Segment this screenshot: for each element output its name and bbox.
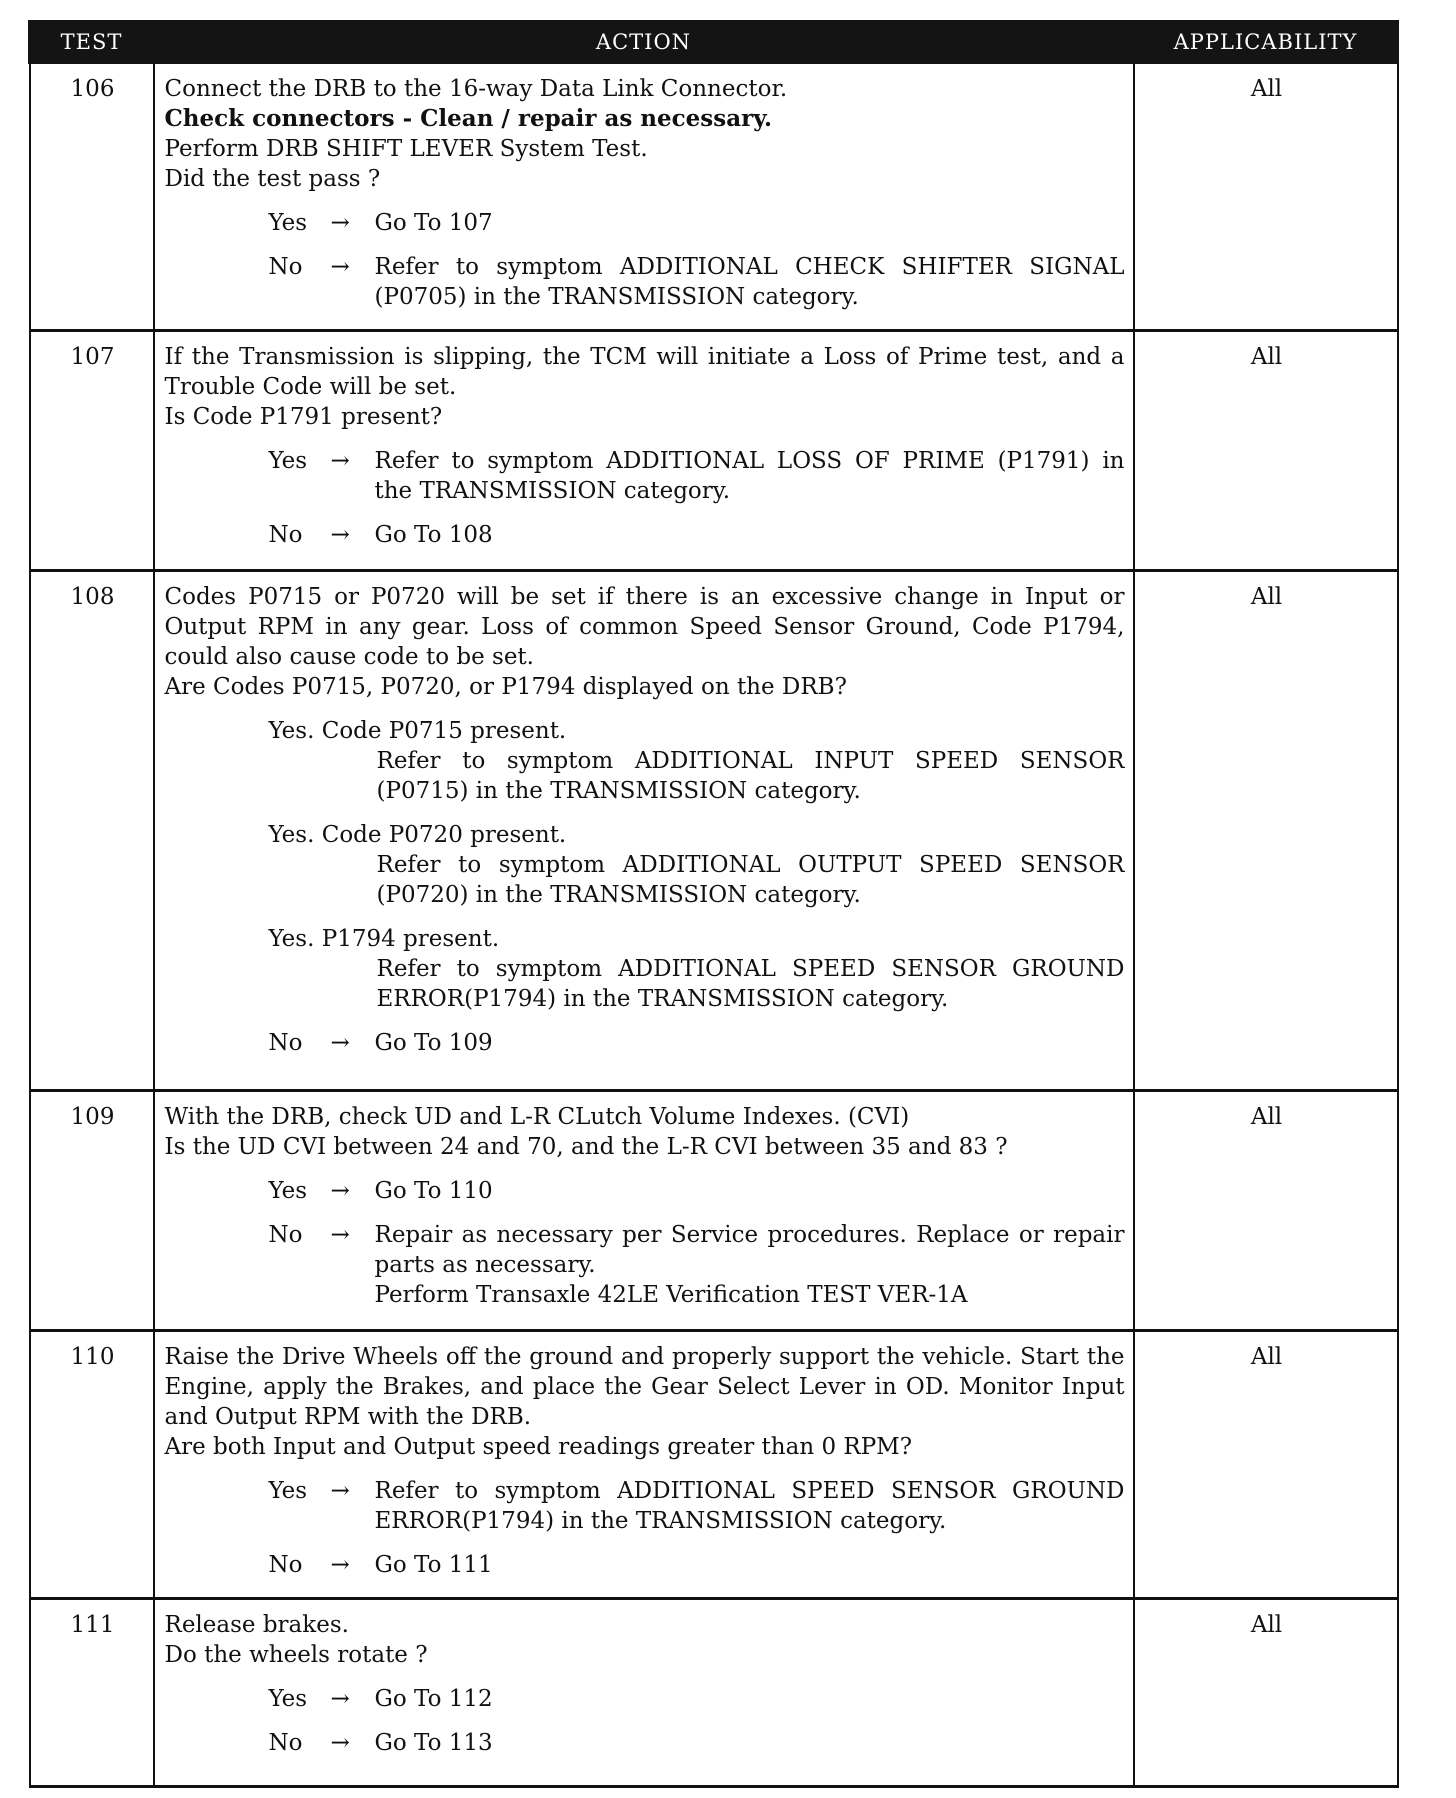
- action-line: Codes P0715 or P0720 will be set if there is an excessive change in Input or Output RPM in any gear. Loss of common Speed Sensor Ground, Code P1794, could also cause code to be set.: [164, 584, 1125, 670]
- answer-text: Go To 107: [374, 210, 493, 236]
- answer-text: Go To 108: [374, 522, 493, 548]
- answer-key: No: [268, 1222, 303, 1248]
- action-cell: [154, 1091, 1134, 1331]
- code-label: Yes. P1794 present.: [268, 926, 500, 952]
- answer-text: Refer to symptom ADDITIONAL SPEED SENSOR GROUND ERROR(P1794) in the TRANSMISSION category.: [374, 1478, 1125, 1534]
- action-cell: [154, 331, 1134, 571]
- action-cell: [154, 1331, 1134, 1599]
- action-line: Connect the DRB to the 16-way Data Link Connector.: [164, 76, 788, 102]
- answer-text: Repair as necessary per Service procedures. Replace or repair parts as necessary.: [374, 1222, 1125, 1278]
- answer-key: Yes: [268, 1478, 308, 1504]
- code-reference: Refer to symptom ADDITIONAL SPEED SENSOR GROUND ERROR(P1794) in the TRANSMISSION category.: [376, 956, 1125, 1012]
- header-action: ACTION: [154, 22, 1134, 63]
- code-label: Yes. Code P0715 present.: [268, 718, 567, 744]
- answer-yes: [269, 208, 1125, 238]
- answer-no: [269, 1550, 1125, 1580]
- answer-key: No: [268, 1552, 303, 1578]
- table-row: [30, 1599, 1398, 1787]
- action-line: If the Transmission is slipping, the TCM will initiate a Loss of Prime test, and a Trouble Code will be set.: [164, 344, 1125, 400]
- test-number: 109: [30, 1091, 154, 1331]
- arrow-icon: →: [330, 1686, 350, 1712]
- diagnostic-page: [28, 20, 1396, 1788]
- code-reference: Refer to symptom ADDITIONAL INPUT SPEED SENSOR (P0715) in the TRANSMISSION category.: [376, 748, 1125, 804]
- answer-yes: [269, 1476, 1125, 1536]
- arrow-icon: →: [330, 522, 350, 548]
- action-line: Perform DRB SHIFT LEVER System Test.: [164, 136, 648, 162]
- answer-yes: [269, 1176, 1125, 1206]
- arrow-icon: →: [330, 1552, 350, 1578]
- applicability-cell: All: [1134, 1331, 1398, 1599]
- test-number: 110: [30, 1331, 154, 1599]
- answer-key: No: [268, 1730, 303, 1756]
- answer-key: Yes: [268, 210, 308, 236]
- action-line: Release brakes.: [164, 1612, 349, 1638]
- action-line: With the DRB, check UD and L-R CLutch Volume Indexes. (CVI): [164, 1104, 910, 1130]
- table-row: [30, 331, 1398, 571]
- header-test: TEST: [30, 22, 154, 63]
- header-applicability: APPLICABILITY: [1134, 22, 1398, 63]
- arrow-icon: →: [330, 1478, 350, 1504]
- test-number: 106: [30, 63, 154, 331]
- answer-text: Go To 111: [374, 1552, 493, 1578]
- answer-no: [269, 520, 1125, 550]
- answer-no: [269, 1028, 1125, 1058]
- action-line-bold: Check connectors - Clean / repair as necessary.: [164, 105, 772, 132]
- arrow-icon: →: [330, 254, 350, 280]
- question-line: Are Codes P0715, P0720, or P1794 displayed on the DRB?: [164, 674, 847, 700]
- answer-text-block: [375, 1220, 1125, 1310]
- code-reference: Refer to symptom ADDITIONAL OUTPUT SPEED SENSOR (P0720) in the TRANSMISSION category.: [376, 852, 1125, 908]
- answer-key: Yes: [268, 1178, 308, 1204]
- answer-key: No: [268, 254, 303, 280]
- answer-yes: [269, 446, 1125, 506]
- answer-key: Yes: [268, 448, 308, 474]
- action-cell: [154, 571, 1134, 1091]
- test-number: 111: [30, 1599, 154, 1787]
- action-cell: [154, 1599, 1134, 1787]
- answer-text: Refer to symptom ADDITIONAL CHECK SHIFTER SIGNAL (P0705) in the TRANSMISSION category.: [374, 254, 1125, 310]
- question-line: Is the UD CVI between 24 and 70, and the L-R CVI between 35 and 83 ?: [164, 1134, 1008, 1160]
- arrow-icon: →: [330, 1030, 350, 1056]
- question-line: Do the wheels rotate ?: [164, 1642, 428, 1668]
- arrow-icon: →: [330, 448, 350, 474]
- table-row: [30, 63, 1398, 331]
- applicability-cell: All: [1134, 331, 1398, 571]
- arrow-icon: →: [330, 1222, 350, 1248]
- arrow-icon: →: [330, 1730, 350, 1756]
- arrow-icon: →: [330, 210, 350, 236]
- code-label: Yes. Code P0720 present.: [268, 822, 567, 848]
- applicability-cell: All: [1134, 571, 1398, 1091]
- code-branch: [269, 820, 1125, 910]
- answer-yes: [269, 1684, 1125, 1714]
- action-line: Raise the Drive Wheels off the ground and properly support the vehicle. Start the Engine, apply the Brakes, and place the Gear Select Lever in OD. Monitor Input and Output RPM with the DRB.: [164, 1344, 1125, 1430]
- table-header-row: [30, 22, 1398, 63]
- diagnostic-table: [28, 20, 1399, 1788]
- answer-text: Refer to symptom ADDITIONAL LOSS OF PRIME (P1791) in the TRANSMISSION category.: [374, 448, 1125, 504]
- answer-text: Go To 112: [374, 1686, 493, 1712]
- answer-text: Go To 113: [374, 1730, 493, 1756]
- applicability-cell: All: [1134, 63, 1398, 331]
- answer-text: Perform Transaxle 42LE Verification TEST VER-1A: [374, 1282, 968, 1308]
- action-cell: [154, 63, 1134, 331]
- applicability-cell: All: [1134, 1091, 1398, 1331]
- answer-no: [269, 1728, 1125, 1758]
- answer-text: Go To 109: [374, 1030, 493, 1056]
- answer-no: [269, 252, 1125, 312]
- test-number: 108: [30, 571, 154, 1091]
- answer-key: Yes: [268, 1686, 308, 1712]
- code-branch: [269, 924, 1125, 1014]
- table-row: [30, 571, 1398, 1091]
- question-line: Are both Input and Output speed readings greater than 0 RPM?: [164, 1434, 913, 1460]
- applicability-cell: All: [1134, 1599, 1398, 1787]
- table-row: [30, 1331, 1398, 1599]
- question-line: Is Code P1791 present?: [164, 404, 443, 430]
- code-branch: [269, 716, 1125, 806]
- answer-text: Go To 110: [374, 1178, 493, 1204]
- answer-no: [269, 1220, 1125, 1310]
- test-number: 107: [30, 331, 154, 571]
- question-line: Did the test pass ?: [164, 166, 381, 192]
- table-row: [30, 1091, 1398, 1331]
- arrow-icon: →: [330, 1178, 350, 1204]
- answer-key: No: [268, 522, 303, 548]
- answer-key: No: [268, 1030, 303, 1056]
